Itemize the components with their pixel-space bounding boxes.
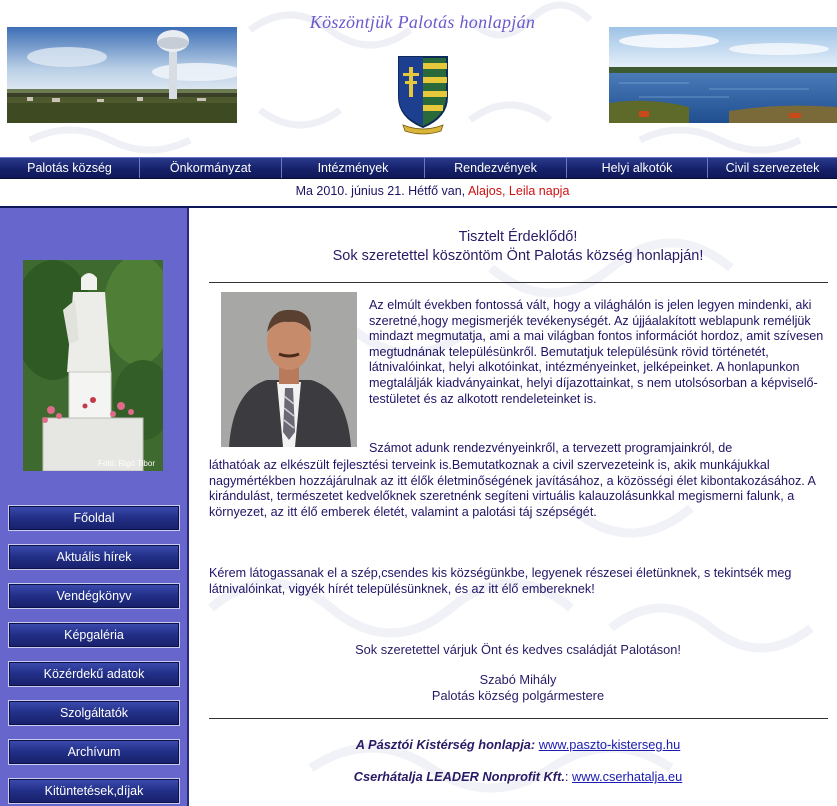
statue-photo xyxy=(23,260,163,471)
village-coat-of-arms xyxy=(395,55,451,135)
signature-title: Palotás község polgármestere xyxy=(431,688,605,703)
nav-item-rendezvenyek[interactable]: Rendezvények xyxy=(425,158,567,178)
intro-paragraph-2-start: Számot adunk rendezvényeinkről, a tervezett programjainkról, de xyxy=(369,441,733,455)
greeting-line-2: Sok szeretettel köszöntöm Önt Palotás község honlapján! xyxy=(332,248,704,264)
sidebar-button-aktualis-hirek[interactable]: Aktuális hírek xyxy=(8,544,180,570)
partner-link-row xyxy=(191,769,837,784)
nav-item-intezmenyek[interactable]: Intézmények xyxy=(282,158,425,178)
invitation-paragraph: Kérem látogassanak el a szép,csendes kis községünkbe, legyenek részesei életünknek, s tekintsék meg látnivalóinkat, vigyék hírét településünknek, és az itt élő embereknek! xyxy=(209,566,792,596)
site-title: Köszöntjük Palotás honlapján xyxy=(309,12,536,32)
signature-name: Szabó Mihály xyxy=(479,672,557,687)
divider xyxy=(209,718,828,719)
partner-link-row xyxy=(191,737,837,752)
nav-item-civil-szervezetek[interactable]: Civil szervezetek xyxy=(725,161,820,175)
partner-link-label: Cserhátalja LEADER Nonprofit Kft. xyxy=(353,769,565,784)
greeting-line-1: Tisztelt Érdeklődő! xyxy=(458,229,578,245)
site-header xyxy=(0,0,837,157)
date-text: Ma 2010. június 21. Hétfő van, xyxy=(295,184,466,198)
sidebar-button-kituntetesek-dijak[interactable]: Kitüntetések,díjak xyxy=(8,778,180,804)
welcome-line: Sok szeretettel várjuk Önt és kedves családját Palotáson! xyxy=(355,642,681,657)
intro-paragraph-2-rest: láthatóak az elkészült fejlesztési terveink is.Bemutatkoznak a civil szervezeteink is, akik munkájukkal nagymértékben hozzájárulnak az itt élők életminőségének javításához, a közösségi élet kibontakozásához. A kirándulást, természetet kedvelőknek szeretnénk segíteni virtuális kalauzolásunkkal megismerni falunk, a környezet, az itt élő emberek életét, valamint a palotási táj szépségét. xyxy=(209,458,816,519)
divider xyxy=(209,282,828,283)
water-tower-photo xyxy=(7,27,237,123)
sidebar-button-vendegkonyv[interactable]: Vendégkönyv xyxy=(8,583,180,609)
nameday-names: Alajos, Leila napja xyxy=(467,184,570,198)
main-content xyxy=(191,208,837,806)
partner-link-label: A Pásztói Kistérség honlapja: xyxy=(355,737,536,752)
photo-credit: Fotó: Rigó Tibor xyxy=(98,459,155,468)
sidebar-button-archivum[interactable]: Archívum xyxy=(8,739,180,765)
mayor-portrait-photo xyxy=(221,292,357,447)
intro-paragraph-1: Az elmúlt években fontossá vált, hogy a világhálón is jelen legyen mindenki, aki szeretné,hogy megismerjék tevékenységét. Az újjáalakított weblapunk reméljük mindazt megmutatja, ami a mai világban fontos információt hordoz, amit szívesen megtudnának településünkről. Bemutatjuk településünk rövid történetét, látnivalóinkat, helyi alkotóinkat, intézményeinket, jelképeinket. A honlapunkon megtalálják kiadványainkat, helyi díjazottainkat, s nem utolsósorban a képviselő-testületet és az alkotott rendeleteinket is. xyxy=(369,298,824,406)
date-nameday-line xyxy=(0,184,837,198)
cserhatalja-link[interactable]: www.cserhatalja.eu xyxy=(572,769,683,784)
sidebar-button-kepgaleria[interactable]: Képgaléria xyxy=(8,622,180,648)
nav-item-palotas-kozseg[interactable]: Palotás község xyxy=(0,158,140,178)
sidebar-button-fooldal[interactable]: Főoldal xyxy=(8,505,180,531)
lake-photo xyxy=(609,27,837,123)
sidebar-button-kozerdeku-adatok[interactable]: Közérdekű adatok xyxy=(8,661,180,687)
paszto-kisterseg-link[interactable]: www.paszto-kisterseg.hu xyxy=(538,737,681,752)
main-navigation xyxy=(0,157,837,179)
sidebar-button-szolgaltatok[interactable]: Szolgáltatók xyxy=(8,700,180,726)
sidebar xyxy=(0,208,189,806)
partner-link-separator: : xyxy=(564,769,569,784)
nav-item-onkormanyzat[interactable]: Önkormányzat xyxy=(140,158,282,178)
nav-item-helyi-alkotok[interactable]: Helyi alkotók xyxy=(567,158,708,178)
